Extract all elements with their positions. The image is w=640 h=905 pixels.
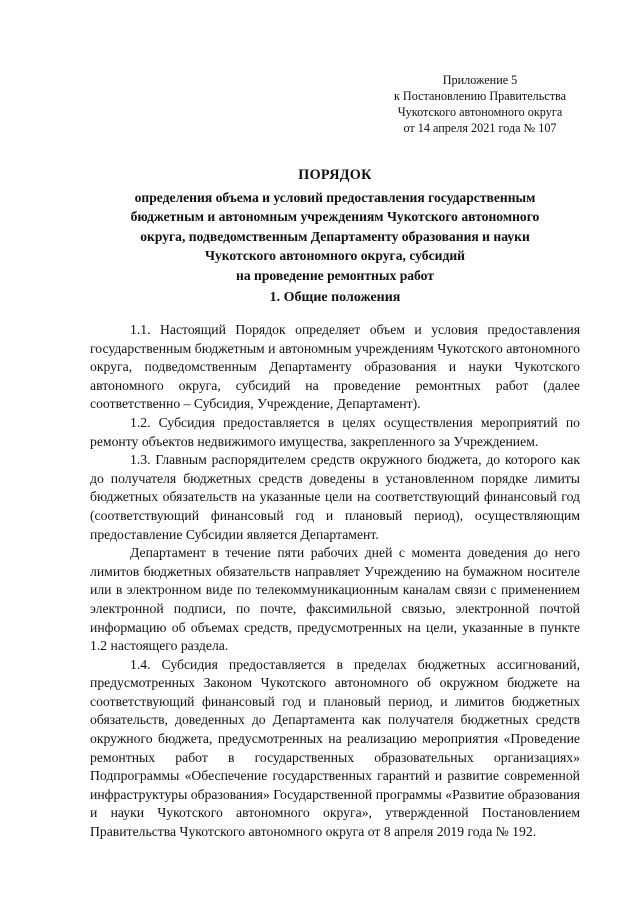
paragraph-1-1: 1.1. Настоящий Порядок определяет объем и условия предоставления государственным бюджетным и автономным учреждениям Чукотского автономного округа, подведомственным Департаменту образования и науки Чукотского автономного округа, субсидий на проведение ремонтных работ (далее соответственно – Субсидия, Учреждение, Департамент).: [90, 322, 580, 412]
title-line: Чукотского автономного округа, субсидий: [204, 248, 466, 263]
title-line: бюджетным и автономным учреждениям Чукотского автономного: [130, 209, 540, 224]
appendix-line: от 14 апреля 2021 года № 107: [403, 121, 557, 135]
appendix-line: к Постановлению Правительства: [393, 89, 567, 103]
paragraph-1-2: 1.2. Субсидия предоставляется в целях осуществления мероприятий по ремонту объектов недвижимого имущества, закрепленного за Учреждением.: [90, 414, 580, 449]
paragraph-1-4: 1.4. Субсидия предоставляется в пределах бюджетных ассигнований, предусмотренных Законом Чукотского автономного об окружном бюджете на соответствующий финансовый год и плановый период, и лимитов бюджетных обязательств, доведенных до Департамента как получателя бюджетных средств окружного бюджета, предусмотренных на реализацию мероприятия «Проведение ремонтных работ в государственных образовательных организациях» Подпрограммы «Обеспечение государственных гарантий и развитие современной инфраструктуры образования» Государственной программы «Развитие образования и науки Чукотского автономного округа», утвержденной Постановлением Правительства Чукотского автономного округа от 8 апреля 2019 года № 192.: [90, 656, 580, 840]
paragraph-1-3: 1.3. Главным распорядителем средств окружного бюджета, до которого как до получателя бюджетных средств доведены в установленном порядке лимиты бюджетных обязательств на указанные цели на соответствующий финансовый год (соответствующий финансовый год и плановый период), осуществляющим предоставление Субсидии является Департамент.: [90, 452, 580, 542]
appendix-reference: [360, 72, 600, 136]
title-line: определения объема и условий предоставления государственным: [134, 189, 536, 205]
document-title: [90, 166, 580, 285]
appendix-line: Чукотского автономного округа: [397, 105, 563, 119]
title-line: на проведение ремонтных работ: [236, 267, 434, 283]
appendix-line: Приложение 5: [442, 73, 518, 87]
paragraph-1-3-continued: Департамент в течение пяти рабочих дней с момента доведения до него лимитов бюджетных обязательств направляет Учреждению на бумажном носителе или в электронном виде по телекоммуникационным каналам связи с применением электронной подписи, по почте, факсимильной связью, электронной почтой информацию об объемах средств, предусмотренных на цели, указанные в пункте 1.2 настоящего раздела.: [90, 545, 580, 654]
title-heading: ПОРЯДОК: [298, 167, 372, 183]
section-heading: 1. Общие положения: [269, 290, 401, 305]
document-body: [90, 321, 580, 842]
title-line: округа, подведомственным Департаменту образования и науки: [140, 228, 530, 244]
